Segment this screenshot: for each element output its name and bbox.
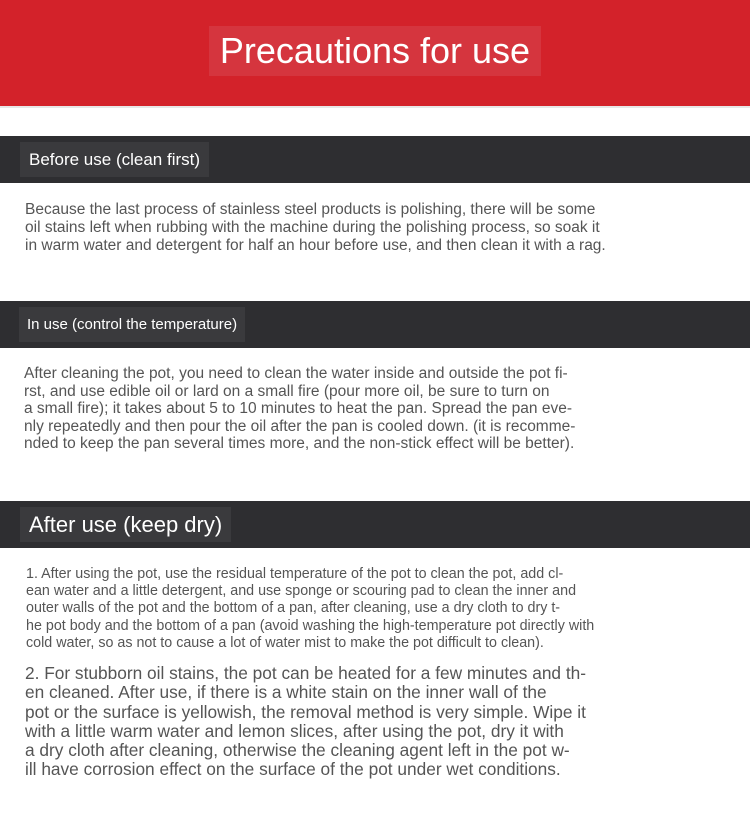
after-use-paragraph-1 (26, 566, 594, 652)
paragraph-line: a dry cloth after cleaning, otherwise the cleaning agent left in the pot w- (25, 740, 570, 761)
paragraph-line: with a little warm water and lemon slices, after using the pot, dry it with (25, 720, 564, 741)
paragraph-line: rst, and use edible oil or lard on a small fire (pour more oil, be sure to turn on (24, 382, 550, 400)
before-use-paragraph (25, 201, 606, 255)
page-title: Precautions for use (209, 26, 541, 76)
after-use-paragraph-2 (25, 664, 586, 780)
paragraph-line: ean water and a little detergent, and use sponge or scouring pad to clean the inner and (26, 583, 577, 600)
paragraph-line: 2. For stubborn oil stains, the pot can be heated for a few minutes and th- (25, 663, 587, 683)
paragraph-line: Because the last process of stainless steel products is polishing, there will be some (25, 201, 596, 218)
paragraph-line: 1. After using the pot, use the residual temperature of the pot to clean the pot, add cl- (26, 566, 564, 582)
paragraph-line: outer walls of the pot and the bottom of a pan, after cleaning, use a dry cloth to dry t- (26, 600, 561, 617)
paragraph-line: a small fire); it takes about 5 to 10 minutes to heat the pan. Spread the pan eve- (24, 400, 572, 417)
section-header-before-use (0, 136, 750, 183)
paragraph-line: cold water, so as not to cause a lot of water mist to make the pot difficult to clean). (26, 634, 544, 651)
paragraph-line: nded to keep the pan several times more, and the non-stick effect will be better). (24, 435, 575, 452)
section-header-after-use (0, 501, 750, 548)
section-heading: After use (keep dry) (20, 507, 231, 542)
paragraph-line: pot or the surface is yellowish, the removal method is very simple. Wipe it (25, 701, 586, 722)
paragraph-line: in warm water and detergent for half an hour before use, and then clean it with a rag. (25, 237, 606, 254)
section-header-in-use (0, 301, 750, 348)
header-banner (0, 0, 750, 108)
section-heading: In use (control the temperature) (19, 307, 245, 342)
paragraph-line: nly repeatedly and then pour the oil after the pan is cooled down. (it is recomme- (24, 417, 576, 435)
paragraph-line: he pot body and the bottom of a pan (avoid washing the high-temperature pot directly with (26, 617, 595, 634)
paragraph-line: oil stains left when rubbing with the machine during the polishing process, so soak it (25, 219, 600, 236)
paragraph-line: en cleaned. After use, if there is a white stain on the inner wall of the (25, 682, 547, 703)
paragraph-line: ill have corrosion effect on the surface of the pot under wet conditions. (25, 759, 561, 780)
section-heading: Before use (clean first) (20, 142, 209, 177)
paragraph-line: After cleaning the pot, you need to clean the water inside and outside the pot fi- (24, 365, 568, 382)
in-use-paragraph (24, 365, 575, 453)
